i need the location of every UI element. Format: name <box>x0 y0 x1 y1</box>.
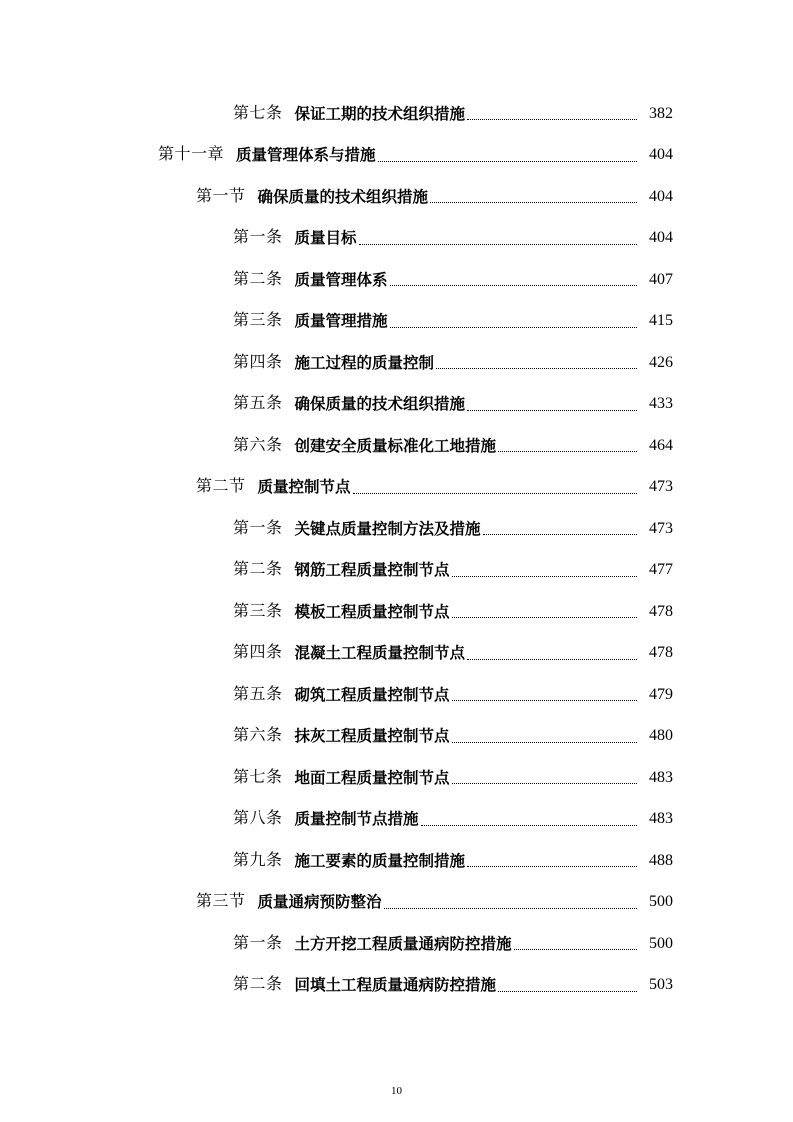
toc-dot-leader <box>378 161 637 162</box>
toc-entry-number: 第三节 <box>196 893 246 911</box>
toc-entry-article[interactable] <box>0 550 793 592</box>
toc-entry-label <box>233 394 465 414</box>
toc-entry-article[interactable] <box>0 508 793 550</box>
toc-entry-title: 土方开挖工程质量通病防控措施 <box>294 934 512 953</box>
toc-entry-title: 关键点质量控制方法及措施 <box>294 519 481 538</box>
toc-entry-chapter[interactable] <box>0 135 793 177</box>
toc-entry-label <box>233 726 450 746</box>
toc-entry-title: 保证工期的技术组织措施 <box>294 104 466 123</box>
toc-dot-leader <box>483 534 637 535</box>
toc-dot-leader <box>467 119 637 120</box>
toc-entry-article[interactable] <box>0 965 793 1007</box>
toc-dot-leader <box>353 493 637 494</box>
toc-entry-article[interactable] <box>0 259 793 301</box>
toc-entry-label <box>233 228 357 248</box>
toc-entry-label <box>233 519 481 539</box>
toc-entry-label <box>196 477 351 497</box>
toc-entry-page: 404 <box>649 146 673 164</box>
toc-entry-title: 施工过程的质量控制 <box>294 353 435 372</box>
toc-entry-title: 抹灰工程质量控制节点 <box>294 727 450 746</box>
toc-entry-page: 382 <box>649 104 673 122</box>
toc-entry-page: 503 <box>649 976 673 994</box>
toc-entry-label <box>233 685 450 705</box>
toc-entry-title: 钢筋工程质量控制节点 <box>294 561 450 580</box>
toc-entry-article[interactable] <box>0 716 793 758</box>
toc-dot-leader <box>390 285 637 286</box>
toc-entry-title: 施工要素的质量控制措施 <box>294 851 466 870</box>
toc-entry-page: 404 <box>649 229 673 247</box>
toc-entry-section[interactable] <box>0 467 793 509</box>
toc-entry-page: 404 <box>649 187 673 205</box>
toc-entry-title: 模板工程质量控制节点 <box>294 602 450 621</box>
toc-entry-number: 第二节 <box>196 478 246 496</box>
toc-dot-leader <box>359 244 637 245</box>
toc-dot-leader <box>452 700 637 701</box>
toc-entry-page: 488 <box>649 851 673 869</box>
toc-entry-page: 473 <box>649 519 673 537</box>
toc-entry-page: 478 <box>649 602 673 620</box>
toc-entry-number: 第六条 <box>233 727 283 745</box>
toc-entry-title: 质量控制节点措施 <box>294 810 419 829</box>
toc-entry-number: 第五条 <box>233 685 283 703</box>
toc-dot-leader <box>467 659 637 660</box>
toc-entry-label <box>233 560 450 580</box>
toc-entry-number: 第三条 <box>233 312 283 330</box>
toc-entry-number: 第二条 <box>233 270 283 288</box>
toc-entry-label <box>233 934 512 954</box>
toc-entry-number: 第二条 <box>233 561 283 579</box>
toc-entry-article[interactable] <box>0 93 793 135</box>
toc-entry-page: 426 <box>649 353 673 371</box>
toc-entry-title: 确保质量的技术组织措施 <box>294 395 466 414</box>
toc-entry-number: 第一条 <box>233 934 283 952</box>
page-number: 10 <box>391 1085 402 1097</box>
toc-entry-page: 483 <box>649 810 673 828</box>
toc-entry-page: 500 <box>649 934 673 952</box>
toc-entry-number: 第三条 <box>233 602 283 620</box>
toc-entry-title: 确保质量的技术组织措施 <box>257 187 429 206</box>
toc-entry-title: 质量管理措施 <box>294 312 388 331</box>
toc-entry-number: 第一条 <box>233 519 283 537</box>
toc-entry-number: 第八条 <box>233 810 283 828</box>
toc-entry-article[interactable] <box>0 757 793 799</box>
toc-dot-leader <box>467 866 637 867</box>
toc-entry-number: 第四条 <box>233 353 283 371</box>
toc-dot-leader <box>498 991 637 992</box>
toc-entry-page: 478 <box>649 644 673 662</box>
toc-entry-title: 创建安全质量标准化工地措施 <box>294 436 497 455</box>
toc-entry-number: 第七条 <box>233 104 283 122</box>
toc-dot-leader <box>514 949 637 950</box>
toc-entry-number: 第六条 <box>233 436 283 454</box>
toc-entry-title: 砌筑工程质量控制节点 <box>294 685 450 704</box>
toc-entry-article[interactable] <box>0 923 793 965</box>
toc-entry-article[interactable] <box>0 633 793 675</box>
toc-entry-page: 464 <box>649 436 673 454</box>
toc-dot-leader <box>467 410 637 411</box>
toc-entry-label <box>196 892 382 912</box>
toc-entry-label <box>233 311 388 331</box>
toc-entry-page: 415 <box>649 312 673 330</box>
toc-entry-page: 407 <box>649 270 673 288</box>
toc-entry-number: 第二条 <box>233 976 283 994</box>
toc-entry-label <box>158 145 376 165</box>
toc-entry-label <box>233 851 465 871</box>
toc-entry-title: 回填土工程质量通病防控措施 <box>294 976 497 995</box>
toc-dot-leader <box>452 742 637 743</box>
toc-dot-leader <box>498 451 637 452</box>
toc-entry-article[interactable] <box>0 301 793 343</box>
toc-entry-title: 混凝土工程质量控制节点 <box>294 644 466 663</box>
toc-entry-section[interactable] <box>0 176 793 218</box>
toc-dot-leader <box>384 908 637 909</box>
toc-entry-page: 433 <box>649 395 673 413</box>
toc-entry-number: 第一节 <box>196 187 246 205</box>
toc-entry-number: 第五条 <box>233 395 283 413</box>
toc-dot-leader <box>452 617 637 618</box>
toc-entry-label <box>233 602 450 622</box>
toc-dot-leader <box>436 368 637 369</box>
toc-entry-article[interactable] <box>0 799 793 841</box>
toc-entry-label <box>233 975 496 995</box>
toc-entry-article[interactable] <box>0 384 793 426</box>
toc-entry-label <box>233 353 434 373</box>
toc-entry-title: 质量目标 <box>294 229 357 248</box>
toc-entry-page: 473 <box>649 478 673 496</box>
toc-entry-label <box>196 187 428 207</box>
toc-entry-title: 质量管理体系与措施 <box>236 146 376 165</box>
toc-entry-article[interactable] <box>0 342 793 384</box>
toc-entry-page: 500 <box>649 893 673 911</box>
toc-dot-leader <box>390 327 637 328</box>
toc-entry-label <box>233 436 496 456</box>
toc-entry-title: 质量管理体系 <box>294 270 388 289</box>
toc-entry-title: 地面工程质量控制节点 <box>294 768 450 787</box>
toc-entry-number: 第十一章 <box>158 146 225 164</box>
toc-dot-leader <box>452 576 637 577</box>
table-of-contents <box>0 93 793 1006</box>
toc-entry-label <box>233 809 419 829</box>
toc-entry-section[interactable] <box>0 882 793 924</box>
toc-entry-page: 479 <box>649 685 673 703</box>
toc-entry-label <box>233 643 465 663</box>
toc-entry-number: 第九条 <box>233 851 283 869</box>
toc-dot-leader <box>452 783 637 784</box>
toc-entry-label <box>233 768 450 788</box>
toc-dot-leader <box>430 202 637 203</box>
toc-entry-label <box>233 270 388 290</box>
toc-entry-article[interactable] <box>0 674 793 716</box>
toc-entry-page: 483 <box>649 768 673 786</box>
toc-entry-article[interactable] <box>0 425 793 467</box>
toc-entry-article[interactable] <box>0 591 793 633</box>
toc-entry-number: 第一条 <box>233 229 283 247</box>
toc-entry-article[interactable] <box>0 840 793 882</box>
toc-entry-title: 质量控制节点 <box>257 478 351 497</box>
toc-entry-page: 477 <box>649 561 673 579</box>
toc-entry-number: 第四条 <box>233 644 283 662</box>
toc-entry-label <box>233 104 465 124</box>
toc-entry-number: 第七条 <box>233 768 283 786</box>
toc-entry-page: 480 <box>649 727 673 745</box>
toc-entry-article[interactable] <box>0 218 793 260</box>
toc-dot-leader <box>421 825 637 826</box>
toc-entry-title: 质量通病预防整治 <box>257 893 382 912</box>
